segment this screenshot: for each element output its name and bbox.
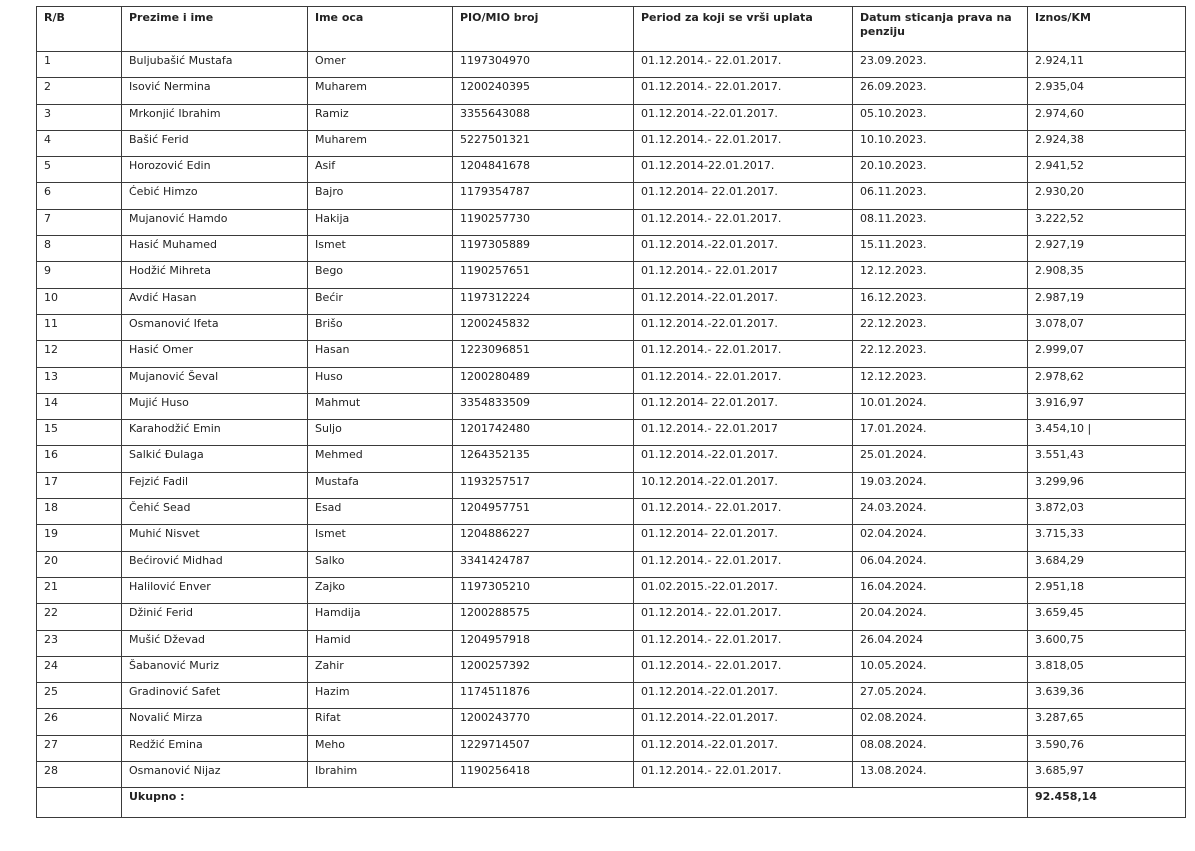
father-name-cell: Asif — [308, 157, 453, 183]
pension-date-cell: 12.12.2023. — [853, 367, 1028, 393]
col-header-name: Prezime i ime — [122, 7, 308, 52]
rb-cell: 7 — [37, 209, 122, 235]
father-name-cell: Hazim — [308, 683, 453, 709]
rb-cell: 27 — [37, 735, 122, 761]
pio-number-cell: 1190256418 — [453, 762, 634, 788]
table-row — [37, 314, 1186, 340]
pio-number-cell: 1174511876 — [453, 683, 634, 709]
father-name-cell: Hamdija — [308, 604, 453, 630]
pio-number-cell: 1229714507 — [453, 735, 634, 761]
father-name-cell: Bećir — [308, 288, 453, 314]
father-name-cell: Bego — [308, 262, 453, 288]
rb-cell: 23 — [37, 630, 122, 656]
pio-number-cell: 1179354787 — [453, 183, 634, 209]
total-amount: 92.458,14 — [1028, 788, 1186, 818]
father-name-cell: Mahmut — [308, 393, 453, 419]
table-row — [37, 262, 1186, 288]
rb-cell: 5 — [37, 157, 122, 183]
pio-number-cell: 1190257730 — [453, 209, 634, 235]
period-cell: 01.12.2014.-22.01.2017. — [634, 709, 853, 735]
amount-cell: 2.924,38 — [1028, 130, 1186, 156]
table-row — [37, 630, 1186, 656]
pio-number-cell: 3355643088 — [453, 104, 634, 130]
pension-date-cell: 22.12.2023. — [853, 341, 1028, 367]
rb-cell: 17 — [37, 472, 122, 498]
rb-cell: 18 — [37, 499, 122, 525]
pension-date-cell: 17.01.2024. — [853, 420, 1028, 446]
father-name-cell: Ismet — [308, 525, 453, 551]
name-cell: Halilović Enver — [122, 577, 308, 603]
pension-date-cell: 12.12.2023. — [853, 262, 1028, 288]
name-cell: Mujanović Ševal — [122, 367, 308, 393]
table-row — [37, 577, 1186, 603]
period-cell: 01.12.2014.- 22.01.2017. — [634, 130, 853, 156]
amount-cell: 3.551,43 — [1028, 446, 1186, 472]
header-row — [37, 7, 1186, 52]
col-header-amount: Iznos/KM — [1028, 7, 1186, 52]
period-cell: 01.12.2014.-22.01.2017. — [634, 104, 853, 130]
father-name-cell: Rifat — [308, 709, 453, 735]
col-header-father-name: Ime oca — [308, 7, 453, 52]
pio-number-cell: 1200257392 — [453, 656, 634, 682]
pio-number-cell: 1197312224 — [453, 288, 634, 314]
name-cell: Karahodžić Emin — [122, 420, 308, 446]
amount-cell: 2.978,62 — [1028, 367, 1186, 393]
name-cell: Hasić Omer — [122, 341, 308, 367]
father-name-cell: Mustafa — [308, 472, 453, 498]
father-name-cell: Ismet — [308, 236, 453, 262]
name-cell: Mujanović Hamdo — [122, 209, 308, 235]
amount-cell: 3.685,97 — [1028, 762, 1186, 788]
amount-cell: 2.908,35 — [1028, 262, 1186, 288]
amount-cell: 3.287,65 — [1028, 709, 1186, 735]
pension-date-cell: 26.09.2023. — [853, 78, 1028, 104]
father-name-cell: Muharem — [308, 78, 453, 104]
father-name-cell: Muharem — [308, 130, 453, 156]
name-cell: Mrkonjić Ibrahim — [122, 104, 308, 130]
rb-cell: 15 — [37, 420, 122, 446]
rb-cell: 14 — [37, 393, 122, 419]
name-cell: Avdić Hasan — [122, 288, 308, 314]
table-row — [37, 130, 1186, 156]
amount-cell: 2.930,20 — [1028, 183, 1186, 209]
name-cell: Džinić Ferid — [122, 604, 308, 630]
pio-number-cell: 1200280489 — [453, 367, 634, 393]
period-cell: 01.12.2014.- 22.01.2017 — [634, 262, 853, 288]
period-cell: 01.12.2014.- 22.01.2017. — [634, 656, 853, 682]
name-cell: Gradinović Safet — [122, 683, 308, 709]
name-cell: Čehić Sead — [122, 499, 308, 525]
period-cell: 01.12.2014.-22.01.2017. — [634, 683, 853, 709]
period-cell: 01.12.2014.- 22.01.2017. — [634, 341, 853, 367]
table-row — [37, 420, 1186, 446]
name-cell: Mušić Dževad — [122, 630, 308, 656]
table-body — [37, 52, 1186, 788]
col-header-rb: R/B — [37, 7, 122, 52]
col-header-period: Period za koji se vrši uplata — [634, 7, 853, 52]
table-row — [37, 499, 1186, 525]
name-cell: Bećirović Midhad — [122, 551, 308, 577]
father-name-cell: Mehmed — [308, 446, 453, 472]
name-cell: Ćebić Himzo — [122, 183, 308, 209]
period-cell: 01.12.2014.-22.01.2017. — [634, 236, 853, 262]
pio-number-cell: 1223096851 — [453, 341, 634, 367]
table-row — [37, 709, 1186, 735]
rb-cell: 25 — [37, 683, 122, 709]
pension-date-cell: 06.04.2024. — [853, 551, 1028, 577]
table-row — [37, 157, 1186, 183]
pio-number-cell: 1200288575 — [453, 604, 634, 630]
pio-number-cell: 1201742480 — [453, 420, 634, 446]
table-row — [37, 393, 1186, 419]
period-cell: 01.12.2014.- 22.01.2017. — [634, 499, 853, 525]
name-cell: Muhić Nisvet — [122, 525, 308, 551]
pension-date-cell: 16.12.2023. — [853, 288, 1028, 314]
period-cell: 01.12.2014- 22.01.2017. — [634, 183, 853, 209]
name-cell: Horozović Edin — [122, 157, 308, 183]
name-cell: Osmanović Ifeta — [122, 314, 308, 340]
rb-cell: 20 — [37, 551, 122, 577]
pio-number-cell: 1197304970 — [453, 52, 634, 78]
amount-cell: 2.941,52 — [1028, 157, 1186, 183]
table-row — [37, 288, 1186, 314]
pension-date-cell: 25.01.2024. — [853, 446, 1028, 472]
table-row — [37, 683, 1186, 709]
pio-number-cell: 1190257651 — [453, 262, 634, 288]
rb-cell: 21 — [37, 577, 122, 603]
amount-cell: 2.924,11 — [1028, 52, 1186, 78]
rb-cell: 28 — [37, 762, 122, 788]
pio-number-cell: 1200245832 — [453, 314, 634, 340]
period-cell: 01.12.2014.- 22.01.2017. — [634, 209, 853, 235]
period-cell: 01.12.2014.- 22.01.2017. — [634, 52, 853, 78]
amount-cell: 2.951,18 — [1028, 577, 1186, 603]
period-cell: 01.12.2014.-22.01.2017. — [634, 446, 853, 472]
father-name-cell: Omer — [308, 52, 453, 78]
pio-number-cell: 1193257517 — [453, 472, 634, 498]
table-row — [37, 472, 1186, 498]
pio-number-cell: 1204957918 — [453, 630, 634, 656]
amount-cell: 3.659,45 — [1028, 604, 1186, 630]
name-cell: Šabanović Muriz — [122, 656, 308, 682]
father-name-cell: Suljo — [308, 420, 453, 446]
father-name-cell: Meho — [308, 735, 453, 761]
period-cell: 01.12.2014.-22.01.2017. — [634, 735, 853, 761]
table-row — [37, 52, 1186, 78]
pension-date-cell: 08.11.2023. — [853, 209, 1028, 235]
period-cell: 01.12.2014.- 22.01.2017. — [634, 551, 853, 577]
amount-cell: 3.684,29 — [1028, 551, 1186, 577]
name-cell: Osmanović Nijaz — [122, 762, 308, 788]
amount-cell: 2.927,19 — [1028, 236, 1186, 262]
amount-cell: 3.872,03 — [1028, 499, 1186, 525]
rb-cell: 3 — [37, 104, 122, 130]
pio-number-cell: 3354833509 — [453, 393, 634, 419]
pio-number-cell: 1197305210 — [453, 577, 634, 603]
period-cell: 01.12.2014.- 22.01.2017 — [634, 420, 853, 446]
pio-number-cell: 1197305889 — [453, 236, 634, 262]
amount-cell: 2.974,60 — [1028, 104, 1186, 130]
table-row — [37, 735, 1186, 761]
period-cell: 01.12.2014.-22.01.2017. — [634, 314, 853, 340]
table-row — [37, 78, 1186, 104]
amount-cell: 3.916,97 — [1028, 393, 1186, 419]
pio-number-cell: 3341424787 — [453, 551, 634, 577]
total-row — [37, 788, 1186, 818]
table-row — [37, 656, 1186, 682]
table-row — [37, 446, 1186, 472]
table-row — [37, 551, 1186, 577]
rb-cell: 22 — [37, 604, 122, 630]
period-cell: 10.12.2014.-22.01.2017. — [634, 472, 853, 498]
amount-cell: 3.454,10 | — [1028, 420, 1186, 446]
period-cell: 01.12.2014-22.01.2017. — [634, 157, 853, 183]
name-cell: Bašić Ferid — [122, 130, 308, 156]
rb-cell: 26 — [37, 709, 122, 735]
pio-number-cell: 1204841678 — [453, 157, 634, 183]
pension-date-cell: 13.08.2024. — [853, 762, 1028, 788]
amount-cell: 3.078,07 — [1028, 314, 1186, 340]
rb-cell: 13 — [37, 367, 122, 393]
amount-cell: 3.222,52 — [1028, 209, 1186, 235]
total-empty-cell — [37, 788, 122, 818]
pio-number-cell: 1204886227 — [453, 525, 634, 551]
period-cell: 01.12.2014.- 22.01.2017. — [634, 630, 853, 656]
pension-date-cell: 02.08.2024. — [853, 709, 1028, 735]
table-row — [37, 341, 1186, 367]
pension-date-cell: 08.08.2024. — [853, 735, 1028, 761]
father-name-cell: Ibrahim — [308, 762, 453, 788]
period-cell: 01.12.2014.- 22.01.2017. — [634, 762, 853, 788]
period-cell: 01.12.2014.- 22.01.2017. — [634, 367, 853, 393]
pio-number-cell: 1204957751 — [453, 499, 634, 525]
amount-cell: 2.999,07 — [1028, 341, 1186, 367]
pension-date-cell: 16.04.2024. — [853, 577, 1028, 603]
pension-date-cell: 20.04.2024. — [853, 604, 1028, 630]
rb-cell: 9 — [37, 262, 122, 288]
table-row — [37, 604, 1186, 630]
pension-date-cell: 06.11.2023. — [853, 183, 1028, 209]
rb-cell: 16 — [37, 446, 122, 472]
amount-cell: 3.715,33 — [1028, 525, 1186, 551]
period-cell: 01.12.2014- 22.01.2017. — [634, 525, 853, 551]
table-row — [37, 236, 1186, 262]
pension-date-cell: 19.03.2024. — [853, 472, 1028, 498]
amount-cell: 3.639,36 — [1028, 683, 1186, 709]
col-header-pension-date: Datum sticanja prava na penziju — [853, 7, 1028, 52]
pio-number-cell: 1200240395 — [453, 78, 634, 104]
amount-cell: 3.818,05 — [1028, 656, 1186, 682]
pension-date-cell: 26.04.2024 — [853, 630, 1028, 656]
rb-cell: 2 — [37, 78, 122, 104]
father-name-cell: Esad — [308, 499, 453, 525]
amount-cell: 2.935,04 — [1028, 78, 1186, 104]
pio-number-cell: 1200243770 — [453, 709, 634, 735]
table-row — [37, 525, 1186, 551]
name-cell: Novalić Mirza — [122, 709, 308, 735]
payments-table — [36, 6, 1186, 818]
pension-date-cell: 10.01.2024. — [853, 393, 1028, 419]
period-cell: 01.12.2014.- 22.01.2017. — [634, 604, 853, 630]
pension-date-cell: 27.05.2024. — [853, 683, 1028, 709]
pio-number-cell: 5227501321 — [453, 130, 634, 156]
name-cell: Salkić Đulaga — [122, 446, 308, 472]
father-name-cell: Hakija — [308, 209, 453, 235]
father-name-cell: Brišo — [308, 314, 453, 340]
table-row — [37, 209, 1186, 235]
pension-date-cell: 10.05.2024. — [853, 656, 1028, 682]
pension-date-cell: 22.12.2023. — [853, 314, 1028, 340]
pio-number-cell: 1264352135 — [453, 446, 634, 472]
father-name-cell: Hamid — [308, 630, 453, 656]
amount-cell: 3.299,96 — [1028, 472, 1186, 498]
rb-cell: 24 — [37, 656, 122, 682]
pension-date-cell: 23.09.2023. — [853, 52, 1028, 78]
name-cell: Redžić Emina — [122, 735, 308, 761]
period-cell: 01.12.2014.- 22.01.2017. — [634, 78, 853, 104]
father-name-cell: Salko — [308, 551, 453, 577]
rb-cell: 6 — [37, 183, 122, 209]
period-cell: 01.12.2014.-22.01.2017. — [634, 288, 853, 314]
father-name-cell: Zajko — [308, 577, 453, 603]
pension-date-cell: 02.04.2024. — [853, 525, 1028, 551]
name-cell: Fejzić Fadil — [122, 472, 308, 498]
name-cell: Hasić Muhamed — [122, 236, 308, 262]
amount-cell: 2.987,19 — [1028, 288, 1186, 314]
rb-cell: 19 — [37, 525, 122, 551]
pension-date-cell: 10.10.2023. — [853, 130, 1028, 156]
father-name-cell: Hasan — [308, 341, 453, 367]
amount-cell: 3.600,75 — [1028, 630, 1186, 656]
rb-cell: 1 — [37, 52, 122, 78]
name-cell: Mujić Huso — [122, 393, 308, 419]
table-row — [37, 762, 1186, 788]
pension-date-cell: 05.10.2023. — [853, 104, 1028, 130]
rb-cell: 8 — [37, 236, 122, 262]
pension-date-cell: 15.11.2023. — [853, 236, 1028, 262]
period-cell: 01.12.2014- 22.01.2017. — [634, 393, 853, 419]
name-cell: Buljubašić Mustafa — [122, 52, 308, 78]
total-label: Ukupno : — [122, 788, 1028, 818]
name-cell: Hodžić Mihreta — [122, 262, 308, 288]
father-name-cell: Zahir — [308, 656, 453, 682]
table-row — [37, 104, 1186, 130]
father-name-cell: Bajro — [308, 183, 453, 209]
father-name-cell: Ramiz — [308, 104, 453, 130]
rb-cell: 12 — [37, 341, 122, 367]
rb-cell: 10 — [37, 288, 122, 314]
father-name-cell: Huso — [308, 367, 453, 393]
period-cell: 01.02.2015.-22.01.2017. — [634, 577, 853, 603]
rb-cell: 11 — [37, 314, 122, 340]
table-row — [37, 367, 1186, 393]
col-header-pio-number: PIO/MIO broj — [453, 7, 634, 52]
pension-date-cell: 20.10.2023. — [853, 157, 1028, 183]
table-row — [37, 183, 1186, 209]
name-cell: Isović Nermina — [122, 78, 308, 104]
amount-cell: 3.590,76 — [1028, 735, 1186, 761]
rb-cell: 4 — [37, 130, 122, 156]
pension-date-cell: 24.03.2024. — [853, 499, 1028, 525]
